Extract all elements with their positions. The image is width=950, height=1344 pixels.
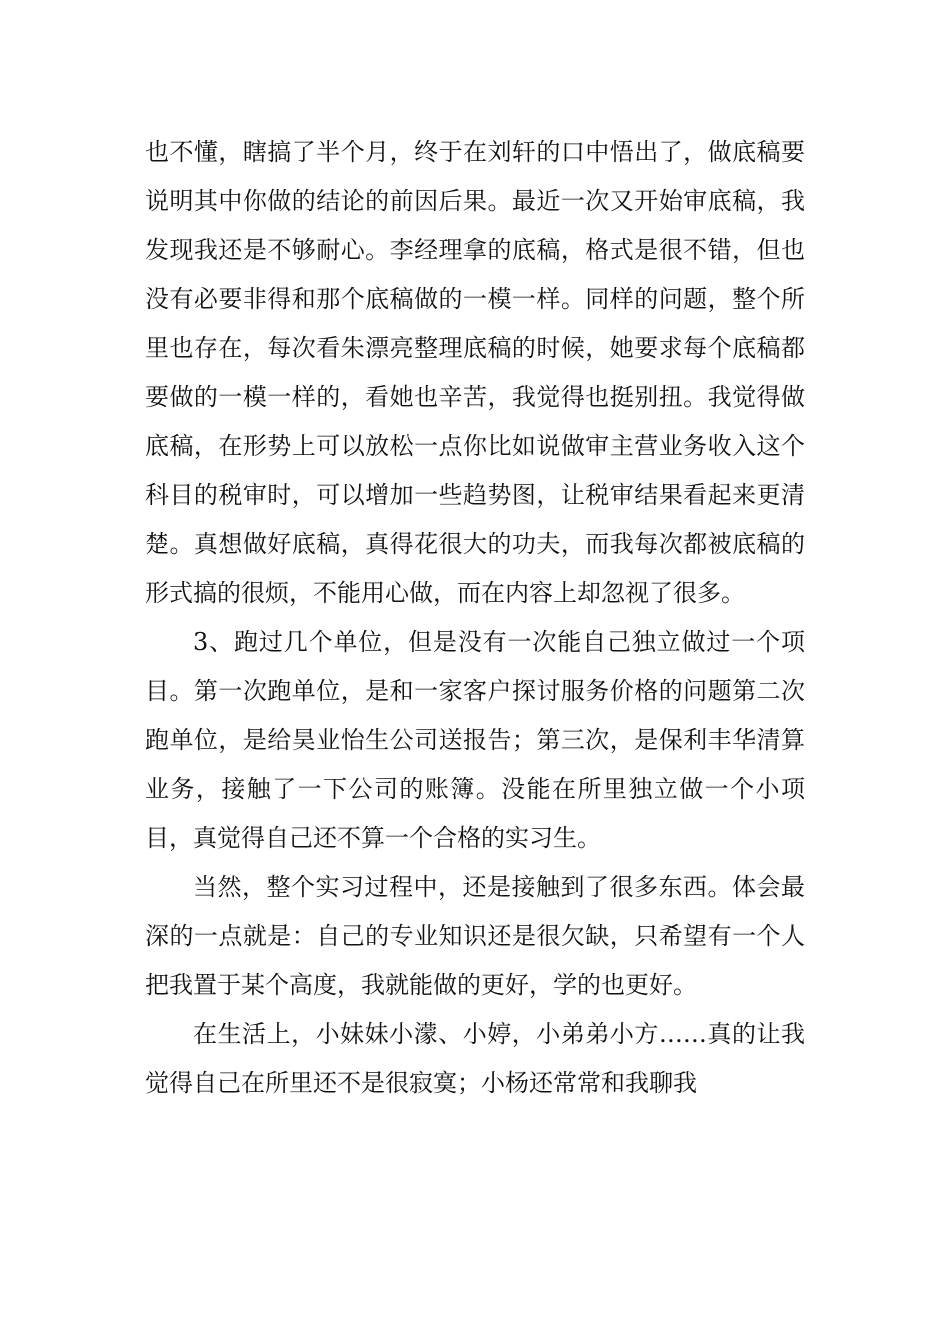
paragraph-daily-life: 在生活上，小妹妹小濛、小婷，小弟弟小方……真的让我觉得自己在所里还不是很寂寞；小杨还常常和我聊我 <box>145 1020 805 1097</box>
document-body <box>145 128 805 1108</box>
paragraph-continuation: 也不懂，瞎搞了半个月，终于在刘轩的口中悟出了，做底稿要说明其中你做的结论的前因后果。最近一次又开始审底稿，我发现我还是不够耐心。李经理拿的底稿，格式是很不错，但也没有必要非得和那个底稿做的一模一样。同样的问题，整个所里也存在，每次看朱漂亮整理底稿的时候，她要求每个底稿都要做的一模一样的，看她也辛苦，我觉得也挺别扭。我觉得做底稿，在形势上可以放松一点你比如说做审主营业务收入这个科目的税审时，可以增加一些趋势图，让税审结果看起来更清楚。真想做好底稿，真得花很大的功夫，而我每次都被底稿的形式搞的很烦，不能用心做，而在内容上却忽视了很多。 <box>145 138 805 607</box>
paragraph-field-visits: 3、跑过几个单位，但是没有一次能自己独立做过一个项目。第一次跑单位，是和一家客户探讨服务价格的问题第二次跑单位，是给昊业怡生公司送报告；第三次，是保利丰华清算业务，接触了一下公司的账簿。没能在所里独立做一个小项目，真觉得自己还不算一个合格的实习生。 <box>145 628 805 852</box>
paragraph-overall-experience: 当然，整个实习过程中，还是接触到了很多东西。体会最深的一点就是：自己的专业知识还是很欠缺，只希望有一个人把我置于某个高度，我就能做的更好，学的也更好。 <box>145 873 805 999</box>
